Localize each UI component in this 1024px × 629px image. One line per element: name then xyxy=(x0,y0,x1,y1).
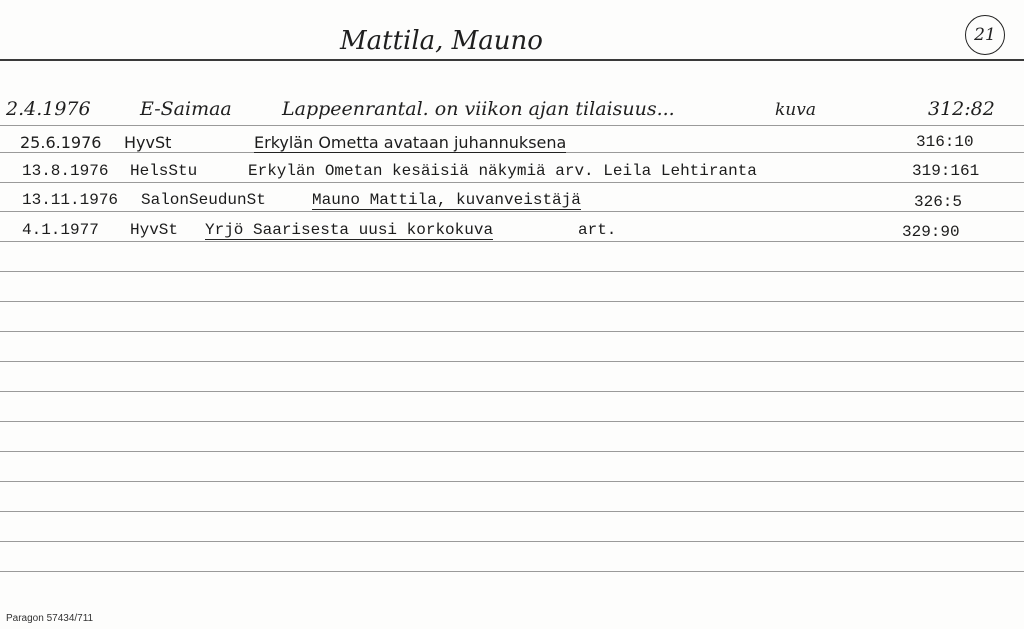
ruled-line xyxy=(0,331,1024,332)
entry-date: 25.6.1976 xyxy=(20,133,102,152)
entry-source: HelsStu xyxy=(130,162,198,180)
ruled-line xyxy=(0,451,1024,452)
entry-source: E-Saimaa xyxy=(140,98,232,120)
card-number-circle xyxy=(965,15,1005,55)
ruled-line xyxy=(0,182,1024,183)
entry-ref: 329:90 xyxy=(902,223,960,241)
entry-date: 4.1.1977 xyxy=(22,221,99,239)
entry-date: 13.8.1976 xyxy=(22,162,109,180)
entry-ref: 319:161 xyxy=(912,162,980,180)
ruled-line xyxy=(0,361,1024,362)
card-heading: Mattila, Mauno xyxy=(340,26,543,56)
entry-title: Erkylän Ometan kesäisiä näkymiä arv. Leila Lehtiranta xyxy=(248,162,757,180)
card-number: 21 xyxy=(974,25,996,45)
entry-source: SalonSeudunSt xyxy=(141,191,266,209)
ruled-line xyxy=(0,241,1024,242)
entry-source: HyvSt xyxy=(130,221,179,239)
heading-rule xyxy=(0,59,1024,61)
entry-note: kuva xyxy=(775,100,816,120)
entry-title: Yrjö Saarisesta uusi korkokuva xyxy=(205,221,494,239)
ruled-line xyxy=(0,271,1024,272)
ruled-line xyxy=(0,421,1024,422)
entry-title: Lappeenrantal. on viikon ajan tilaisuus... xyxy=(282,98,675,120)
entry-ref: 316:10 xyxy=(916,133,974,151)
ruled-line xyxy=(0,571,1024,572)
ruled-line xyxy=(0,481,1024,482)
ruled-line xyxy=(0,301,1024,302)
ruled-line xyxy=(0,511,1024,512)
entry-date: 13.11.1976 xyxy=(22,191,119,209)
ruled-line xyxy=(0,211,1024,212)
entry-ref: 312:82 xyxy=(928,98,995,120)
entry-date: 2.4.1976 xyxy=(6,98,91,120)
entry-ref: 326:5 xyxy=(914,193,963,211)
ruled-line xyxy=(0,125,1024,126)
card-footer: Paragon 57434/711 xyxy=(6,613,94,624)
entry-title: Erkylän Ometta avataan juhannuksena xyxy=(254,133,567,152)
entry-title: Mauno Mattila, kuvanveistäjä xyxy=(312,191,581,209)
ruled-line xyxy=(0,541,1024,542)
entry-source: HyvSt xyxy=(124,133,172,152)
ruled-line xyxy=(0,391,1024,392)
entry-note: art. xyxy=(578,221,617,239)
